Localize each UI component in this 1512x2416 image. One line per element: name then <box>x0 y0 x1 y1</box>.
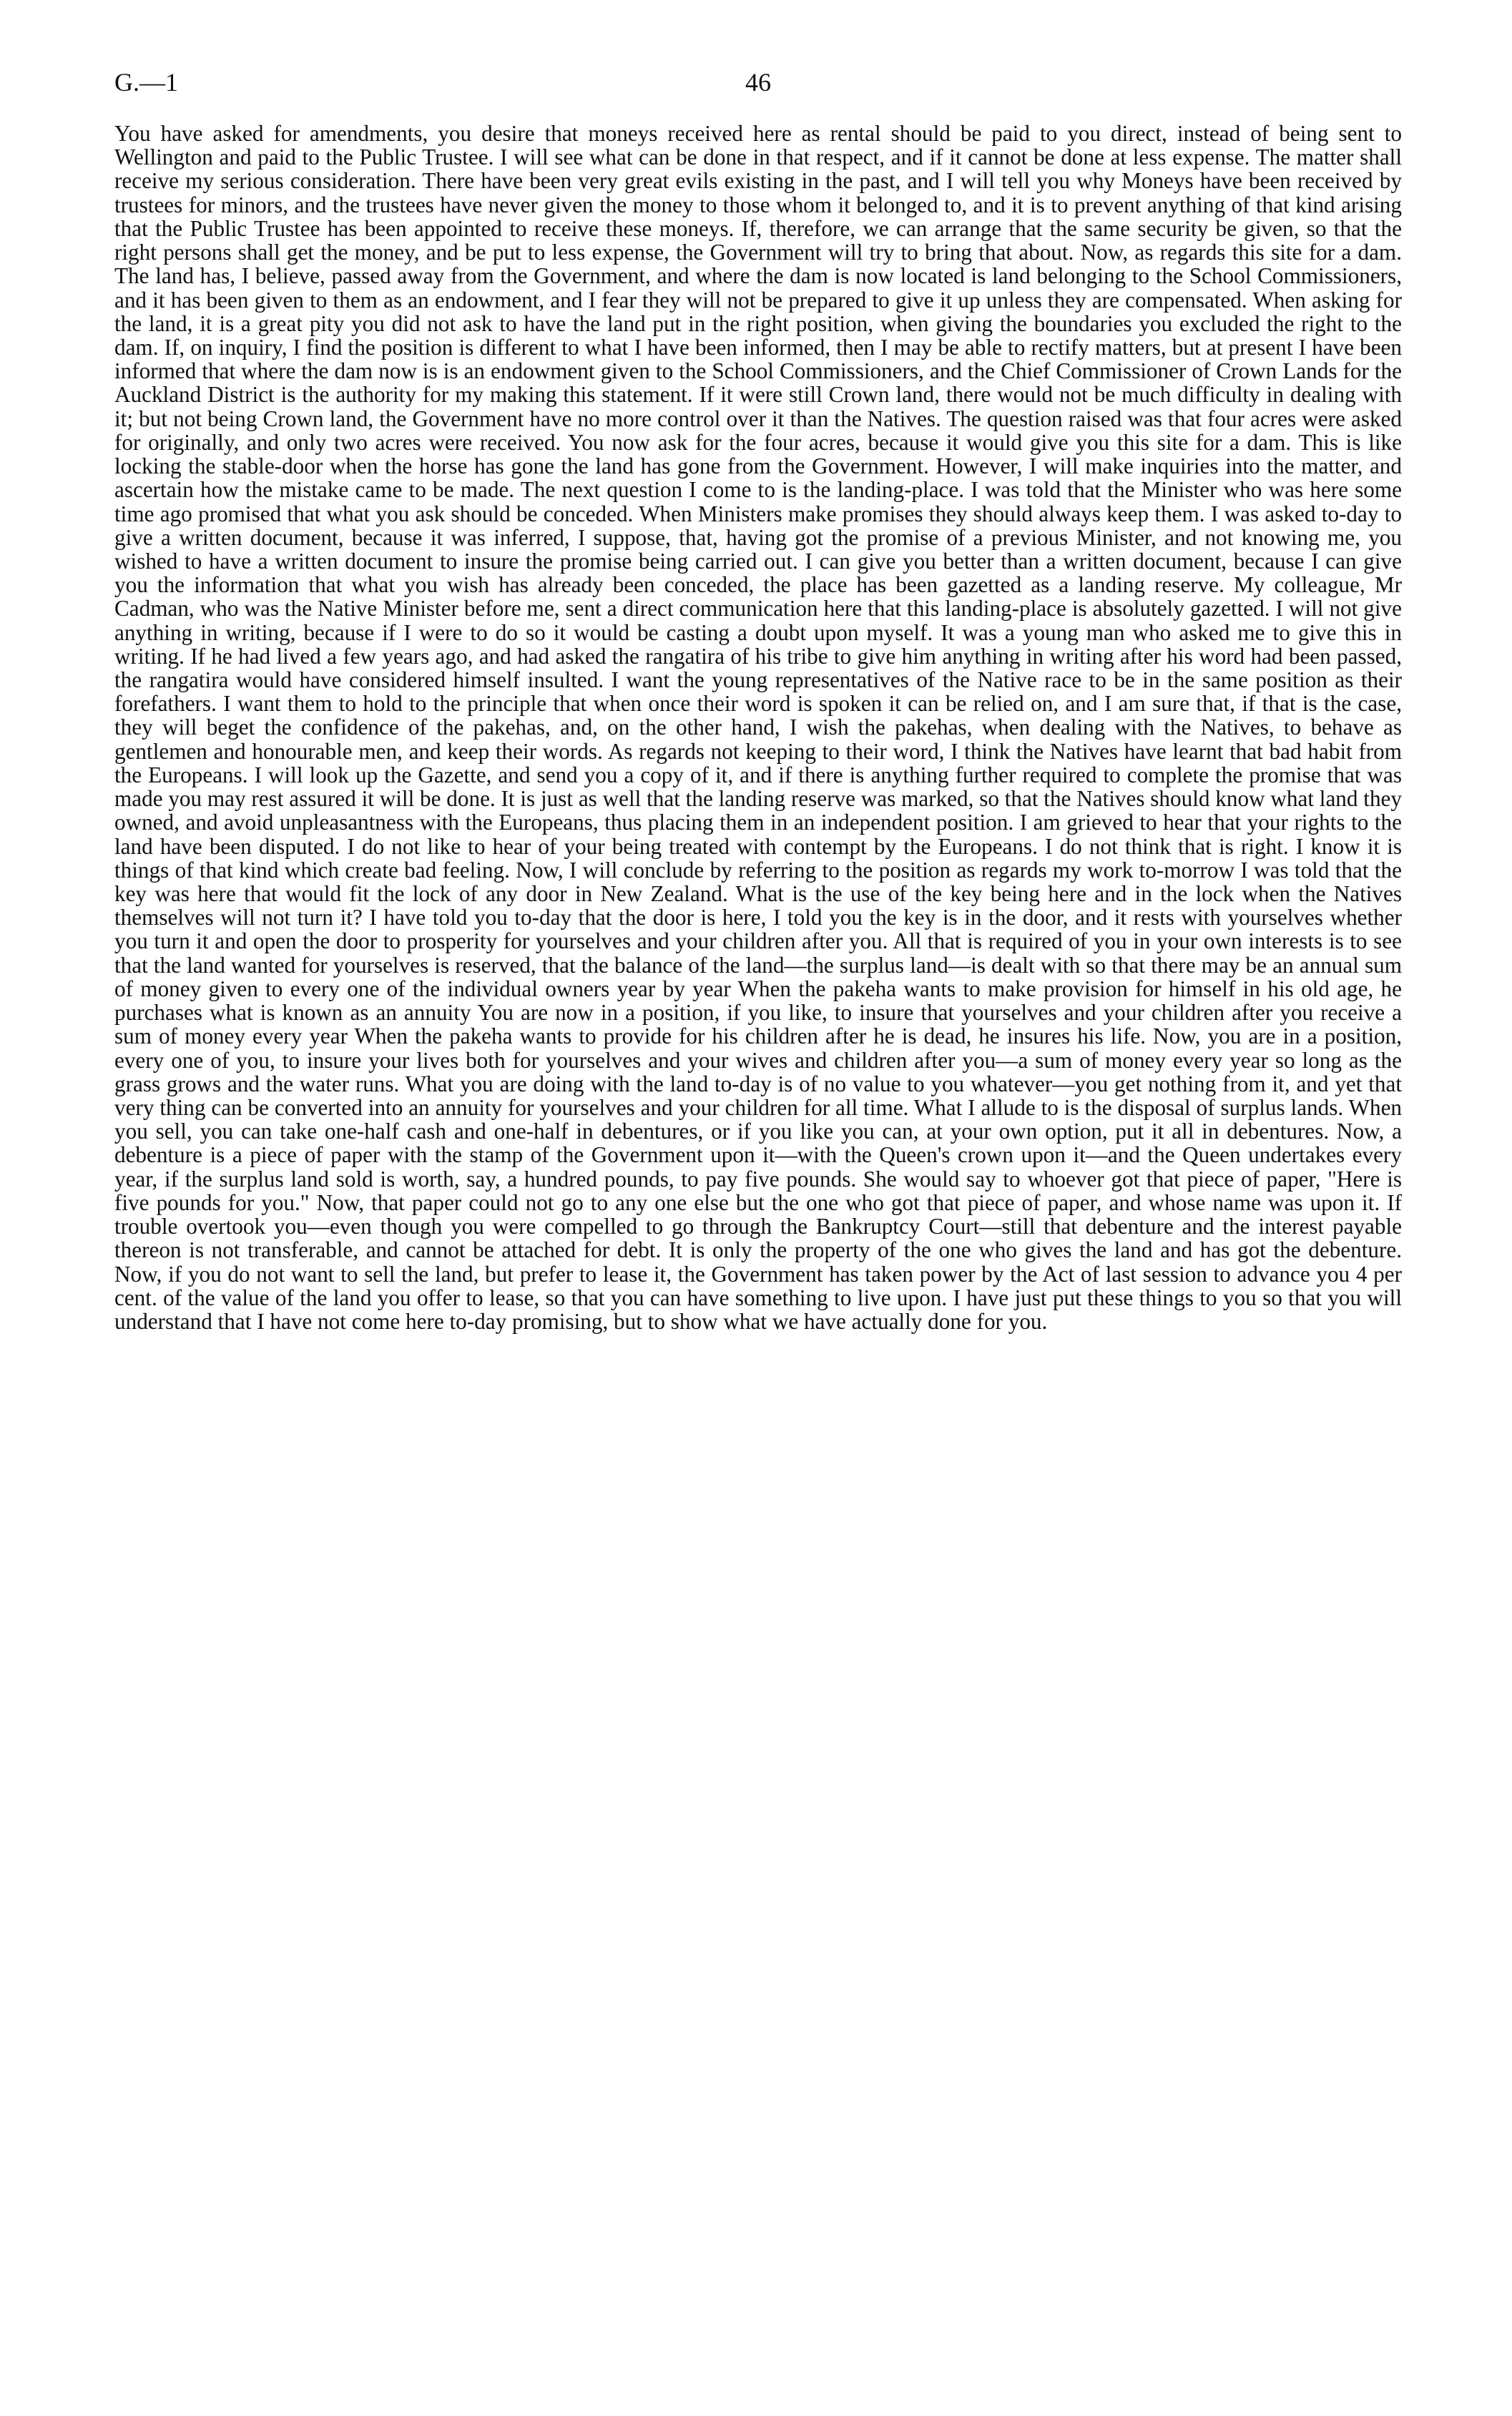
body-paragraph: You have asked for amendments, you desire that moneys received here as rental should be paid to you direct, instead of being sent to Wellington and paid to the Public Trustee. I will see what can be done in that respect, and if it cannot be done at less expense. The matter shall receive my serious consideration. There have been very great evils existing in the past, and I will tell you why Moneys have been received by trustees for minors, and the trustees have never given the money to those whom it belonged to, and it is to prevent anything of that kind arising that the Public Trustee has been appointed to receive these moneys. If, therefore, we can arrange that the same security be given, so that the right persons shall get the money, and be put to less expense, the Government will try to bring that about. Now, as regards this site for a dam. The land has, I believe, passed away from the Government, and where the dam is now located is land belonging to the School Commissioners, and it has been given to them as an endowment, and I fear they will not be prepared to give it up unless they are compensated. When asking for the land, it is a great pity you did not ask to have the land put in the right position, when giving the boundaries you excluded the right to the dam. If, on inquiry, I find the position is different to what I have been informed, then I may be able to rectify matters, but at present I have been informed that where the dam now is is an endowment given to the School Commissioners, and the Chief Commissioner of Crown Lands for the Auckland District is the authority for my making this statement. If it were still Crown land, there would not be much difficulty in dealing with it; but not being Crown land, the Government have no more control over it than the Natives. The question raised was that four acres were asked for originally, and only two acres were received. You now ask for the four acres, because it would give you this site for a dam. This is like locking the stable-door when the horse has gone the land has gone from the Government. However, I will make inquiries into the matter, and ascertain how the mistake came to be made. The next question I come to is the landing-place. I was told that the Minister who was here some time ago promised that what you ask should be conceded. When Ministers make promises they should always keep them. I was asked to-day to give a written document, because it was inferred, I suppose, that, having got the promise of a previous Minister, and not knowing me, you wished to have a written document to insure the promise being carried out. I can give you better than a written document, because I can give you the information that what you wish has already been conceded, the place has been gazetted as a landing reserve. My colleague, Mr Cadman, who was the Native Minister before me, sent a direct communication here that this landing-place is absolutely gazetted. I will not give anything in writing, because if I were to do so it would be casting a doubt upon myself. It was a young man who asked me to give this in writing. If he had lived a few years ago, and had asked the rangatira of his tribe to give him anything in writing after his word had been passed, the rangatira would have considered himself insulted. I want the young representatives of the Native race to be in the same position as their forefathers. I want them to hold to the principle that when once their word is spoken it can be relied on, and I am sure that, if that is the case, they will beget the confidence of the pakehas, and, on the other hand, I wish the pakehas, when dealing with the Natives, to behave as gentlemen and honourable men, and keep their words. As regards not keeping to their word, I think the Natives have learnt that bad habit from the Europeans. I will look up the Gazette, and send you a copy of it, and if there is anything further required to complete the promise that was made you may rest assured it will be done. It is just as well that the landing reserve was marked, so that the Natives should know what land they owned, and avoid unpleasantness with the Europeans, thus placing them in an independent position. I am grieved to hear that your rights to the land have been disputed. I do not like to hear of your being treated with contempt by the Europeans. I do not think that is right. I know it is things of that kind which create bad feeling. Now, I will conclude by referring to the position as regards my work to-morrow I was told that the key was here that would fit the lock of any door in New Zealand. What is the use of the key being here and in the lock when the Natives themselves will not turn it? I have told you to-day that the door is here, I told you the key is in the door, and it rests with yourselves whether you turn it and open the door to prosperity for yourselves and your children after you. All that is required of you in your own interests is to see that the land wanted for yourselves is reserved, that the balance of the land—the surplus land—is dealt with so that there may be an annual sum of money given to every one of the individual owners year by year When the pakeha wants to make provision for himself in his old age, he purchases what is known as an annuity You are now in a position, if you like, to insure that yourselves and your children after you receive a sum of money every year When the pakeha wants to provide for his children after he is dead, he insures his life. Now, you are in a position, every one of you, to insure your lives both for yourselves and your wives and children after you—a sum of money every year so long as the grass grows and the water runs. What you are doing with the land to-day is of no value to you whatever—you get nothing from it, and yet that very thing can be converted into an annuity for yourselves and your children for all time. What I allude to is the disposal of surplus lands. When you sell, you can take one-half cash and one-half in debentures, or if you like you can, at your own option, put it all in debentures. Now, a debenture is a piece of paper with the stamp of the Government upon it—with the Queen's crown upon it—and the Queen undertakes every year, if the surplus land sold is worth, say, a hundred pounds, to pay five pounds. She would say to whoever got that piece of paper, "Here is five pounds for you." Now, that paper could not go to any one else but the one who got that piece of paper, and whose name was upon it. If trouble overtook you—even though you were compelled to go through the Bankruptcy Court—still that debenture and the interest payable thereon is not transferable, and cannot be attached for debt. It is only the property of the one who gives the land and has got the debenture. Now, if you do not want to sell the land, but prefer to lease it, the Government has taken power by the Act of last session to advance you 4 per cent. of the value of the land you offer to lease, so that you can have something to live upon. I have just put these things to you so that you will understand that I have not come here to-day promising, but to show what we have actually done for you. <box>114 121 1402 1334</box>
document-reference: G.—1 <box>114 68 178 97</box>
page-header <box>114 57 1402 114</box>
page-number: 46 <box>745 68 771 97</box>
body-text <box>114 122 1402 1333</box>
document-page <box>114 57 1402 1333</box>
